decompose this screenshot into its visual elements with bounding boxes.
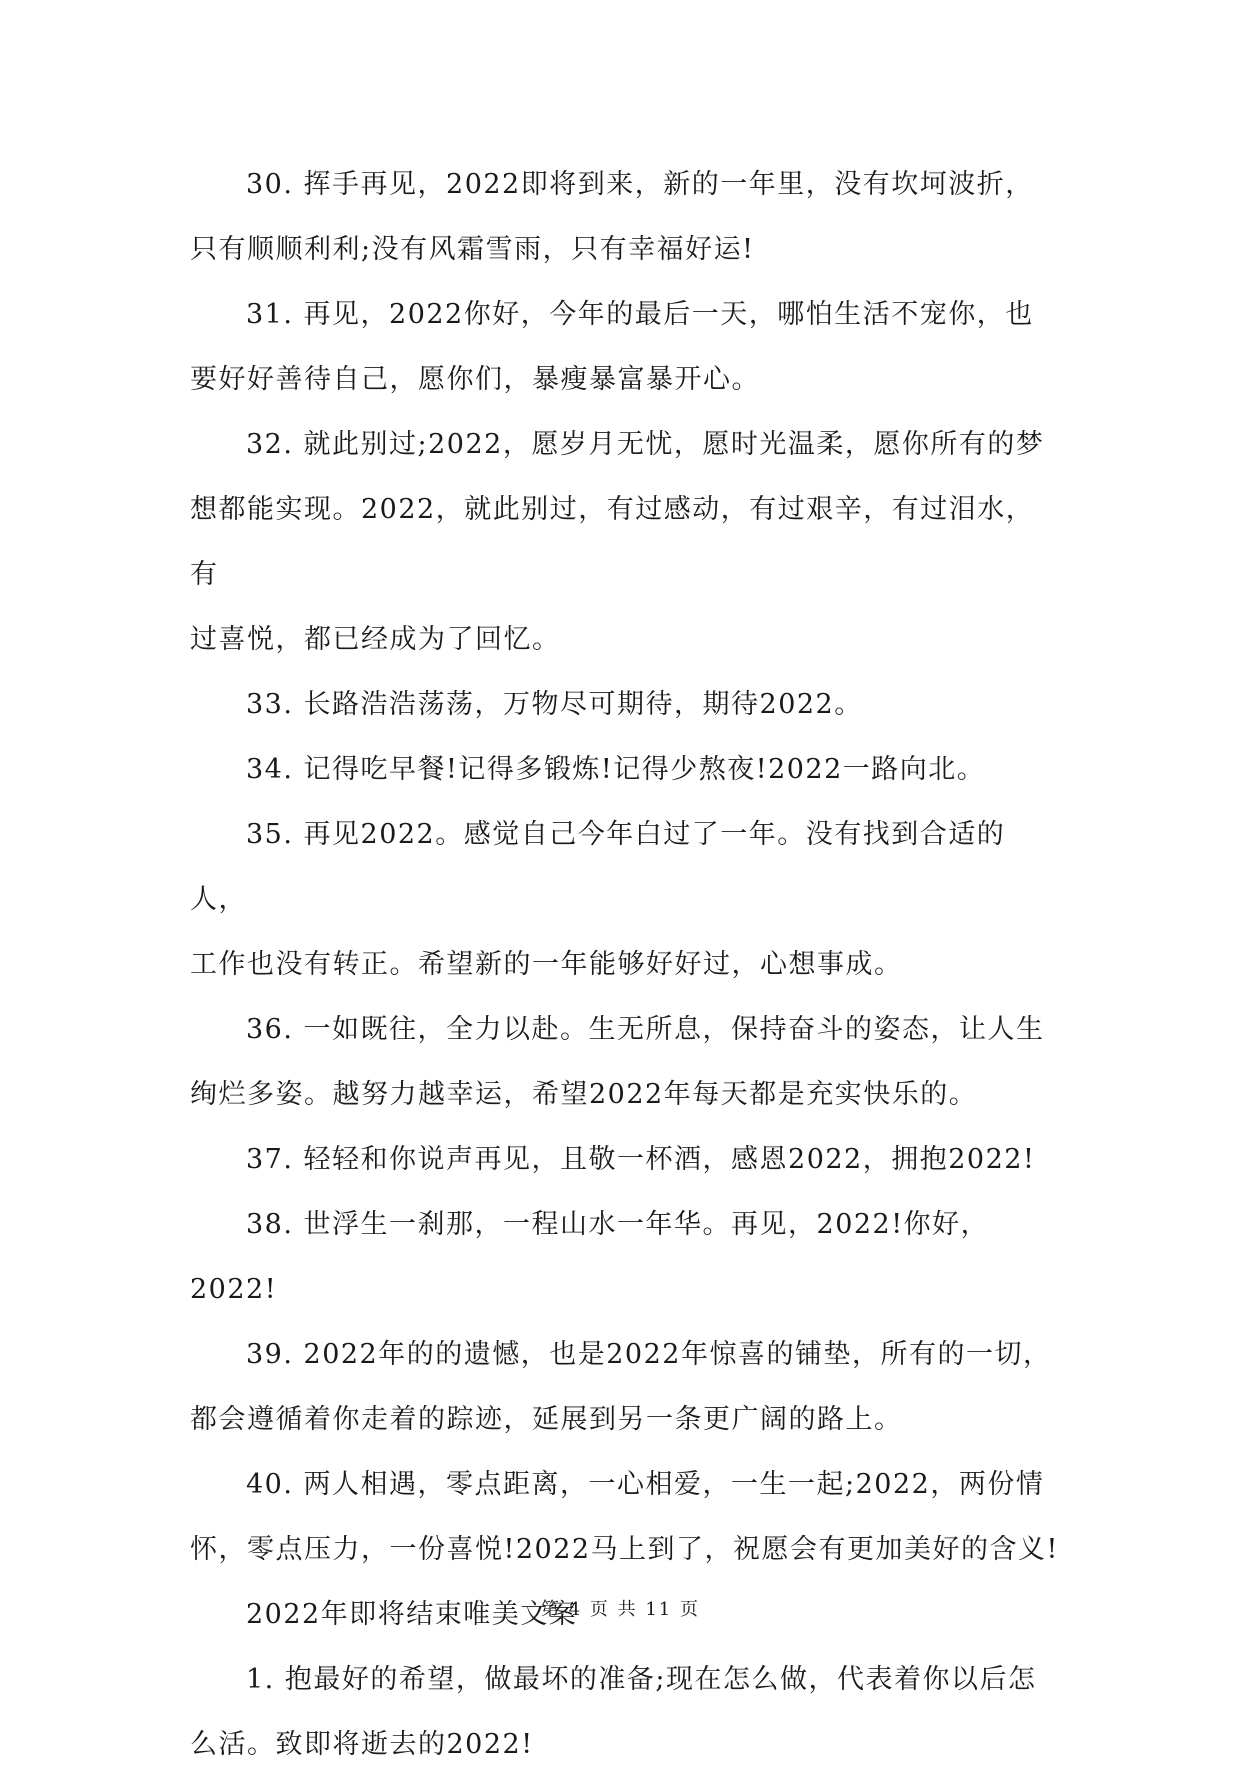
paragraph-33: 33. 长路浩浩荡荡，万物尽可期待，期待2022。: [246, 689, 863, 720]
page-footer: 第 4 页 共 11 页: [541, 1599, 700, 1620]
document-body: [190, 152, 1060, 1777]
paragraph-34: 34. 记得吃早餐!记得多锻炼!记得少熬夜!2022一路向北。: [246, 754, 986, 785]
paragraph-40: 40. 两人相遇，零点距离，一心相爱，一生一起;2022，两份情 怀，零点压力，一份喜悦!2022马上到了，祝愿会有更加美好的含义!: [190, 1469, 1059, 1565]
paragraph-32: 32. 就此别过;2022，愿岁月无忧，愿时光温柔，愿你所有的梦 想都能实现。2022，就此别过，有过感动，有过艰辛，有过泪水，有 过喜悦，都已经成为了回忆。: [190, 429, 1045, 655]
paragraph-31: 31. 再见，2022你好，今年的最后一天，哪怕生活不宠你，也 要好好善待自己，愿你们，暴瘦暴富暴开心。: [190, 299, 1034, 395]
paragraph-30: 30. 挥手再见，2022即将到来，新的一年里，没有坎坷波折， 只有顺顺利利;没有风霜雪雨，只有幸福好运!: [190, 169, 1034, 265]
paragraph-37: 37. 轻轻和你说声再见，且敬一杯酒，感恩2022，拥抱2022!: [246, 1144, 1036, 1175]
paragraph-38: 38. 世浮生一刹那，一程山水一年华。再见，2022!你好，2022!: [190, 1209, 990, 1305]
section-heading: 2022年即将结束唯美文案: [246, 1599, 578, 1630]
paragraph-35: 35. 再见2022。感觉自己今年白过了一年。没有找到合适的人， 工作也没有转正。希望新的一年能够好好过，心想事成。: [190, 819, 1006, 980]
paragraph-39: 39. 2022年的的遗憾，也是2022年惊喜的铺垫，所有的一切， 都会遵循着你走着的踪迹，延展到另一条更广阔的路上。: [190, 1339, 1052, 1435]
paragraph-36: 36. 一如既往，全力以赴。生无所息，保持奋斗的姿态，让人生 绚烂多姿。越努力越幸运，希望2022年每天都是充实快乐的。: [190, 1014, 1045, 1110]
paragraph-1: 1. 抱最好的希望，做最坏的准备;现在怎么做，代表着你以后怎 么活。致即将逝去的2022!: [190, 1664, 1037, 1760]
